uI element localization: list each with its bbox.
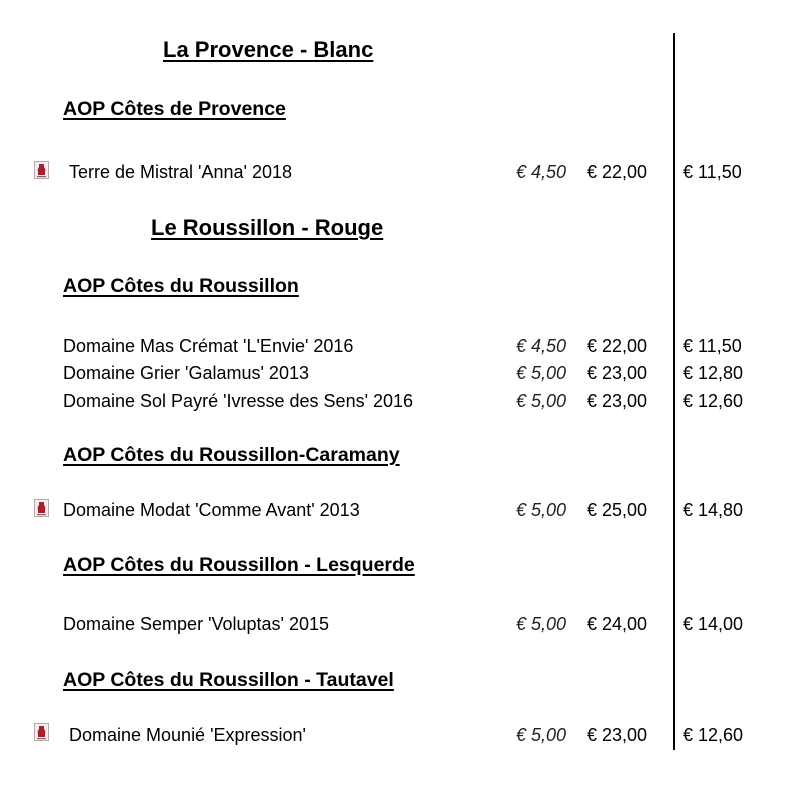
wine-label-icon bbox=[34, 723, 49, 741]
price-carafe: € 11,50 bbox=[683, 162, 742, 182]
price-glass: € 4,50 bbox=[516, 336, 567, 356]
price-bottle: € 23,00 bbox=[587, 725, 648, 745]
price-glass: € 5,00 bbox=[516, 725, 567, 745]
region-title-roussillon: Le Roussillon - Rouge bbox=[151, 215, 384, 240]
column-divider bbox=[673, 33, 675, 750]
wine-name: Domaine Sol Payré 'Ivresse des Sens' 2016 bbox=[63, 391, 414, 411]
wine-name: Domaine Semper 'Voluptas' 2015 bbox=[63, 614, 330, 634]
price-bottle: € 22,00 bbox=[587, 162, 648, 182]
price-bottle: € 22,00 bbox=[587, 336, 648, 356]
wine-name: Domaine Modat 'Comme Avant' 2013 bbox=[63, 500, 360, 520]
appellation-cotes-du-roussillon: AOP Côtes du Roussillon bbox=[63, 275, 299, 297]
price-carafe: € 12,60 bbox=[683, 725, 744, 745]
appellation-cotes-du-roussillon-caramany: AOP Côtes du Roussillon-Caramany bbox=[63, 444, 400, 466]
price-bottle: € 25,00 bbox=[587, 500, 648, 520]
wine-name: Domaine Mas Crémat 'L'Envie' 2016 bbox=[63, 336, 354, 356]
price-glass: € 5,00 bbox=[516, 614, 567, 634]
wine-name: Domaine Mounié 'Expression' bbox=[69, 725, 306, 745]
appellation-cotes-du-roussillon-tautavel: AOP Côtes du Roussillon - Tautavel bbox=[63, 669, 394, 691]
price-bottle: € 24,00 bbox=[587, 614, 648, 634]
wine-label-icon bbox=[34, 499, 49, 517]
price-glass: € 4,50 bbox=[516, 162, 567, 182]
wine-label-icon bbox=[34, 161, 49, 179]
appellation-cotes-de-provence: AOP Côtes de Provence bbox=[63, 98, 286, 120]
price-glass: € 5,00 bbox=[516, 391, 567, 411]
region-title-provence: La Provence - Blanc bbox=[163, 37, 374, 62]
wine-name: Terre de Mistral 'Anna' 2018 bbox=[69, 162, 292, 182]
appellation-cotes-du-roussillon-lesquerde: AOP Côtes du Roussillon - Lesquerde bbox=[63, 554, 415, 576]
price-glass: € 5,00 bbox=[516, 500, 567, 520]
price-carafe: € 11,50 bbox=[683, 336, 742, 356]
price-bottle: € 23,00 bbox=[587, 363, 648, 383]
price-carafe: € 12,80 bbox=[683, 363, 744, 383]
wine-name: Domaine Grier 'Galamus' 2013 bbox=[63, 363, 309, 383]
price-carafe: € 12,60 bbox=[683, 391, 744, 411]
price-carafe: € 14,80 bbox=[683, 500, 744, 520]
price-carafe: € 14,00 bbox=[683, 614, 744, 634]
price-bottle: € 23,00 bbox=[587, 391, 648, 411]
price-glass: € 5,00 bbox=[516, 363, 567, 383]
